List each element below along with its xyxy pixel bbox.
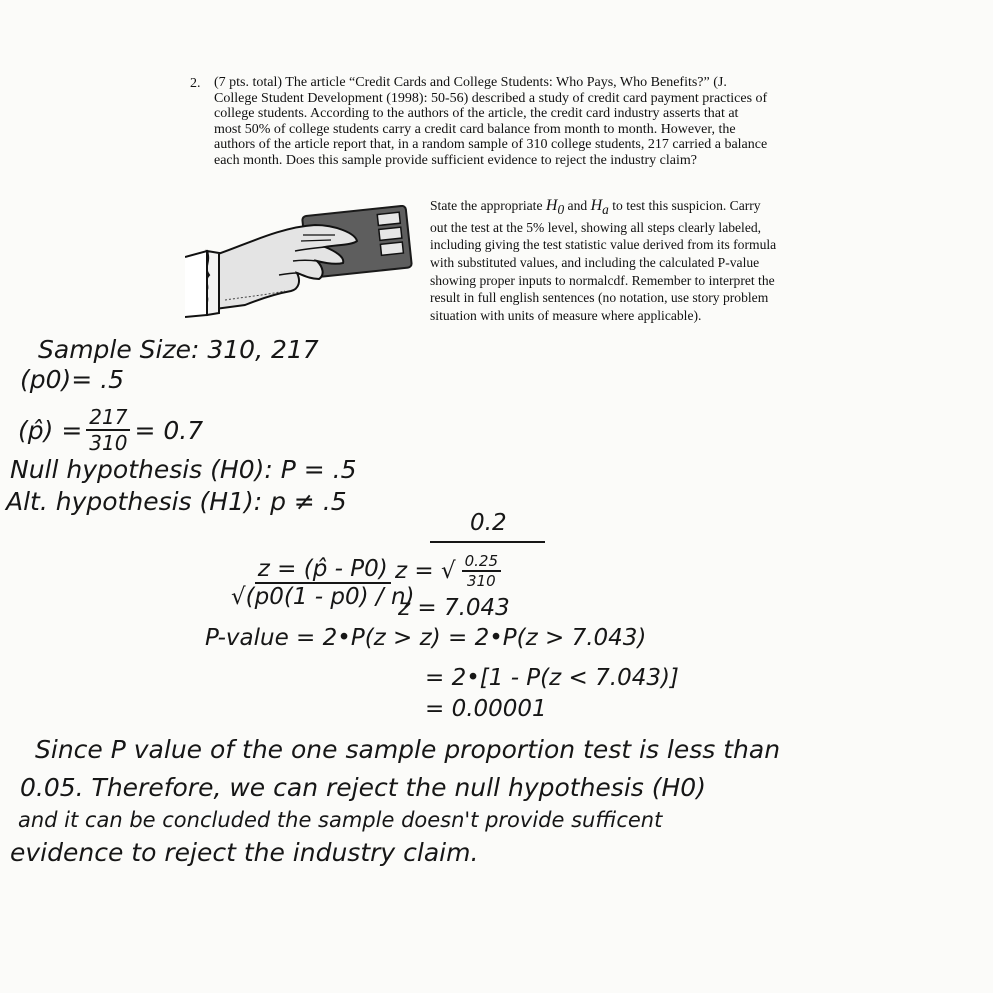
conclusion-line: and it can be concluded the sample doesn't provide sufficent (18, 808, 663, 832)
instructions-line: showing proper inputs to normalcdf. Remember to interpret the (430, 272, 775, 288)
z-sub-numerator: 0.2 (470, 510, 507, 536)
hand-credit-card-illustration (185, 205, 420, 335)
pvalue-line-1: P-value = 2•P(z > z) = 2•P(z > 7.043) (205, 625, 647, 651)
pvalue-line-2: = 2•[1 - P(z < 7.043)] (425, 665, 679, 691)
phat-note: (p̂) = $\frac{217}{310}$ = 0.7 (18, 405, 204, 455)
sample-size-note: Sample Size: 310, 217 (38, 335, 319, 364)
z-sub-denominator: z = √ $\frac{0.25}{310}$ (395, 552, 501, 590)
instructions-line: result in full english sentences (no notation, use story problem (430, 290, 769, 306)
instructions-line: out the test at the 5% level, showing all steps clearly labeled, (430, 219, 762, 235)
alt-hypothesis-note: Alt. hypothesis (H1): p ≠ .5 (6, 487, 347, 516)
conclusion-line: 0.05. Therefore, we can reject the null hypothesis (H0) (20, 773, 706, 802)
phat-fraction: $\frac{217}{310}$ (86, 405, 130, 455)
z-sub-fraction-bar (430, 541, 545, 543)
instructions-line: with substituted values, and including the calculated P-value (430, 254, 760, 270)
question-line: most 50% of college students carry a credit card balance from month to month. However, the (214, 121, 736, 137)
conclusion-line: Since P value of the one sample proportion test is less than (35, 735, 781, 764)
question-line: college students. According to the authors of the article, the credit card industry asserts that at (214, 106, 739, 121)
instructions-line: situation with units of measure where applicable). (430, 307, 702, 323)
question-line: (7 pts. total) The article “Credit Cards and College Students: Who Pays, Who Benefits?” (J. (214, 75, 727, 90)
question-line: authors of the article report that, in a random sample of 310 college students, 217 carried a balance (214, 137, 768, 152)
z-formula: $\frac{z = (p̂ - P0)}{√(p0(1 - p0) / n)}$ (231, 556, 415, 610)
instructions-text (430, 197, 840, 324)
question-line: College Student Development (1998): 50-56) described a study of credit card payment practices of (214, 90, 768, 106)
z-value: z = 7.043 (398, 595, 510, 621)
p0-note: (p0)= .5 (20, 365, 125, 394)
conclusion-line: evidence to reject the industry claim. (10, 838, 479, 867)
null-hypothesis-note: Null hypothesis (H0): P = .5 (10, 455, 357, 484)
instructions-line: State the appropriate $H_0$ and $H_a$ to test this suspicion. Carry (430, 197, 761, 218)
instructions-line: including giving the test statistic value derived from its formula (430, 237, 777, 253)
question-text (214, 75, 836, 168)
pvalue-line-3: = 0.00001 (425, 696, 547, 722)
question-line: each month. Does this sample provide sufficient evidence to reject the industry claim? (214, 152, 697, 168)
question-number: 2. (190, 76, 201, 91)
